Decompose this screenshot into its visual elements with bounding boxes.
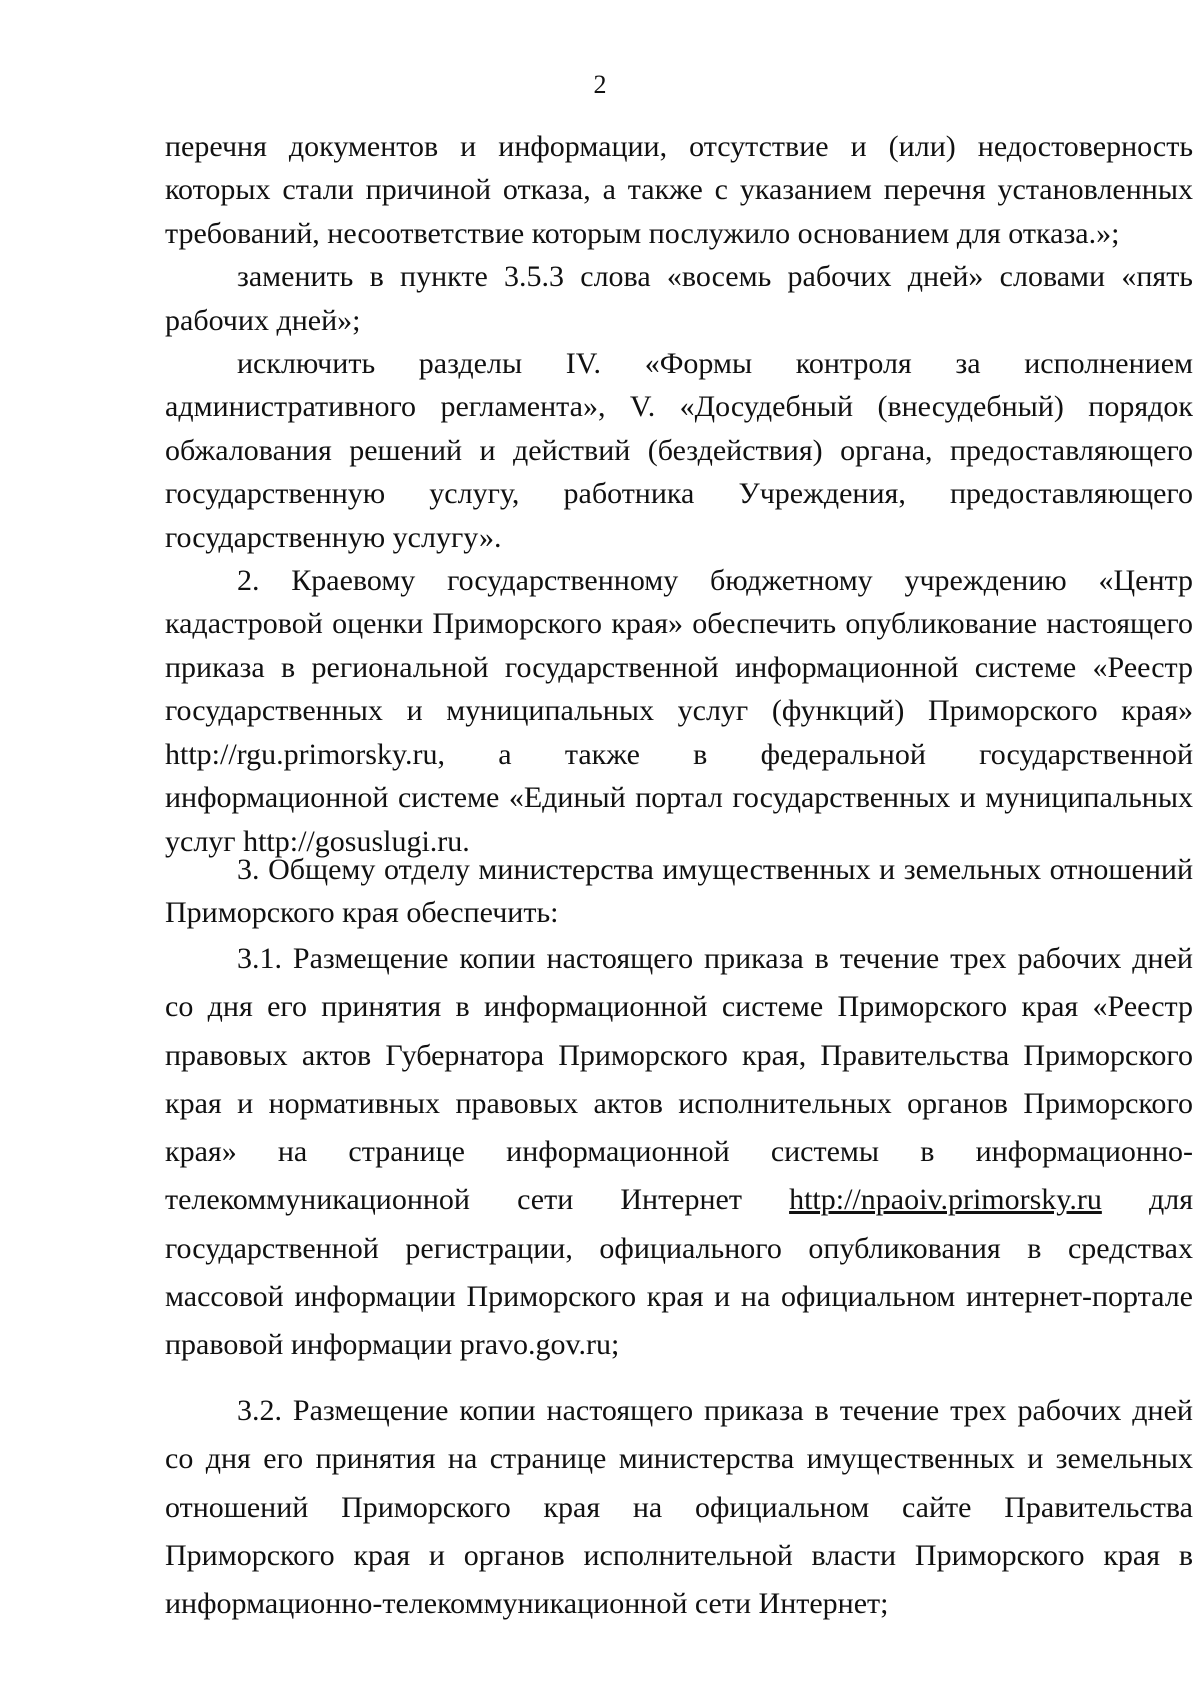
paragraph-item-3-2: 3.2. Размещение копии настоящего приказа в течение трех рабочих дней со дня его принятия на странице министерства имущественных и земельных отношений Приморского края на официальном сайте Правительства Приморского края и органов исполнительной власти Приморского края в информационно-телекоммуникационной сети Интернет; (165, 1394, 1193, 1621)
item-3-1-text-end: для государственной регистрации, официального опубликования в средствах массовой информации Приморского края и на официальном интернет-портале правовой информации pravo.gov.ru; (165, 1183, 1193, 1362)
paragraph-exclude-sections: исключить разделы IV. «Формы контроля за исполнением административного регламента», V. «Досудебный (внесудебный) порядок обжалования решений и действий (бездействия) органа, предоставляющего государственную услугу, работника Учреждения, предоставляющего государственную услугу». (165, 347, 1193, 554)
text-block-item-3-1 (165, 935, 1193, 1370)
item-3-1-text: 3.1. Размещение копии настоящего приказа в течение трех рабочих дней со дня его принятия в информационной системе Приморского края «Реестр правовых актов Губернатора Приморского края, Правительства Приморского края и нормативных правовых актов исполнительных органов Приморского края» на странице информационной системы в информационно-телекоммуникационной сети Интернет (165, 942, 1193, 1217)
paragraph-publication-order: 2. Краевому государственному бюджетному учреждению «Центр кадастровой оценки Приморского края» обеспечить опубликование настоящего приказа в региональной государственной информационной системе «Реестр государственных и муниципальных услуг (функций) Приморского края» http://rgu.primorsky.ru, а также в федеральной государственной информационной системе «Единый портал государственных и муниципальных услуг http://gosuslugi.ru. (165, 564, 1193, 858)
text-block-item-3-2 (165, 1387, 1193, 1628)
text-block-general-department (165, 848, 1193, 934)
paragraph-refusal-list: перечня документов и информации, отсутствие и (или) недостоверность которых стали причиной отказа, а также с указанием перечня установленных требований, несоответствие которым послужило основанием для отказа.»; (165, 130, 1193, 250)
paragraph-replace-words: заменить в пункте 3.5.3 слова «восемь рабочих дней» словами «пять рабочих дней»; (165, 260, 1193, 337)
paragraph-item-3-1 (165, 935, 1193, 1370)
npaoiv-link[interactable]: http://npaoiv.primorsky.ru (789, 1183, 1102, 1217)
text-block-amendments (165, 125, 1193, 863)
paragraph-general-department: 3. Общему отделу министерства имущественных и земельных отношений Приморского края обеспечить: (165, 853, 1193, 930)
page-number: 2 (593, 70, 607, 99)
